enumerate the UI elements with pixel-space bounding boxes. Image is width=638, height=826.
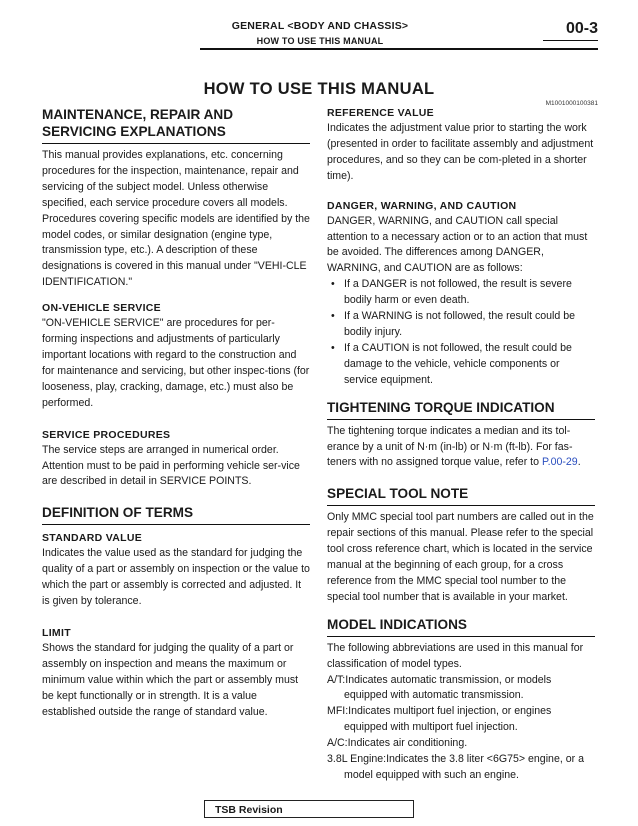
document-code: M1001000100381 [545,100,598,107]
section-heading: MODEL INDICATIONS [327,616,595,637]
section-heading: SPECIAL TOOL NOTE [327,485,595,506]
section-heading: TIGHTENING TORQUE INDICATION [327,399,595,420]
paragraph: Only MMC special tool part numbers are called out in the repair sections of this manual. Please refer to the special tool cross reference chart, which is located in the service manual at the beginning of each group, for a cross reference from the MMC special tool number to the special tool number that is available in your market. [327,511,594,603]
subheading: SERVICE PROCEDURES [42,428,171,441]
heading-line-1: MAINTENANCE, REPAIR AND [42,107,234,122]
section-heading [42,106,310,144]
bullet-list [327,277,595,388]
paragraph: Shows the standard for judging the quality of a part or assembly on inspection and means the maximum or minimum value within which the part or assembly must be kept functionally or in strength. It is a value established outside the range of standard value. [42,641,299,718]
page-title: HOW TO USE THIS MANUAL [203,80,435,98]
list-item: • If a DANGER is not followed, the result is severe bodily harm or even death. [327,277,595,309]
subheading: DANGER, WARNING, AND CAUTION [327,199,517,212]
running-header-title: GENERAL <BODY AND CHASSIS> [231,20,409,32]
page-number-rule [543,40,598,41]
section-maintenance [42,106,310,291]
paragraph: "ON-VEHICLE SERVICE" are procedures for per-forming inspections and adjustments of particularly important locations with regard to the construction and for maintenance and servicing, but other inspec-tions (for looseness, play, cracking, damage, etc.) must also be performed. [42,317,310,409]
abbreviation-item: A/C:Indicates air conditioning. [327,737,468,750]
page-number: 00-3 [565,20,598,37]
section-standard-value [42,531,310,610]
abbreviation-item: MFI:Indicates multiport fuel injection, or engines equipped with multiport fuel injection. [327,705,552,734]
paragraph: Indicates the value used as the standard for judging the quality of a part or assembly on inspection or the value to which the part or assembly is corrected and adjusted. It is given by tolerance. [42,547,310,608]
section-heading: DEFINITION OF TERMS [42,504,310,525]
running-header-subtitle: HOW TO USE THIS MANUAL [256,36,384,46]
right-column [327,106,595,784]
abbreviation-item: 3.8L Engine:Indicates the 3.8 liter <6G75> engine, or a model equipped with such an engine. [327,753,584,781]
abbreviation-item: A/T:Indicates automatic transmission, or models equipped with automatic transmission. [327,673,552,702]
section-model-indications [327,616,595,784]
section-tightening-torque [327,399,595,472]
list-item: • If a CAUTION is not followed, the result could be damage to the vehicle, vehicle components or service equipment. [327,341,595,389]
subheading: LIMIT [42,626,71,639]
section-danger-warning-caution [327,199,595,389]
left-column [42,106,310,720]
section-special-tool-note [327,485,595,605]
section-reference-value [327,106,595,185]
paragraph: The service steps are arranged in numerical order. Attention must to be paid in performing vehicle ser-vice are described in detail in SERVICE POINTS. [42,443,300,488]
header-rule [200,48,598,50]
subheading: ON-VEHICLE SERVICE [42,302,161,315]
paragraph: Indicates the adjustment value prior to starting the work (presented in order to facilitate assembly and adjustment procedures, and so they can be com-pleted in a shorter time). [327,122,594,182]
section-definition-of-terms [42,504,310,525]
subheading: REFERENCE VALUE [327,107,434,119]
paragraph: DANGER, WARNING, and CAUTION call special attention to a necessary action or to an action that must be avoided. The differences among DANGER, WARNING, and CAUTION are as follows: [327,214,588,275]
section-on-vehicle-service [42,301,310,411]
paragraph [327,424,595,472]
tsb-revision-box: TSB Revision [204,800,414,818]
paragraph-tail: . [577,456,581,469]
paragraph: The following abbreviations are used in this manual for classification of model types. [327,641,584,670]
paragraph: This manual provides explanations, etc. concerning procedures for the inspection, maintenance, repair and servicing of the subject model. Unless otherwise specified, each service procedure covers all models. Procedures covering specific models are identified by the model codes, or similar designation (engine type, transmission type, etc.). A description of these designations is covered in this manual under "VEHI-CLE IDENTIFICATION." [42,149,310,289]
page-reference-link[interactable]: P.00-29 [541,456,578,469]
section-service-procedures [42,428,310,491]
list-item: • If a WARNING is not followed, the result could be bodily injury. [327,309,595,341]
heading-line-2: SERVICING EXPLANATIONS [42,124,226,139]
section-limit [42,626,310,721]
paragraph-text: The tightening torque indicates a median and its tol-erance by a unit of N·m (in-lb) or N·m (ft-lb). For fas-teners with no assigned torque value, refer to [327,424,573,469]
subheading: STANDARD VALUE [42,532,143,545]
